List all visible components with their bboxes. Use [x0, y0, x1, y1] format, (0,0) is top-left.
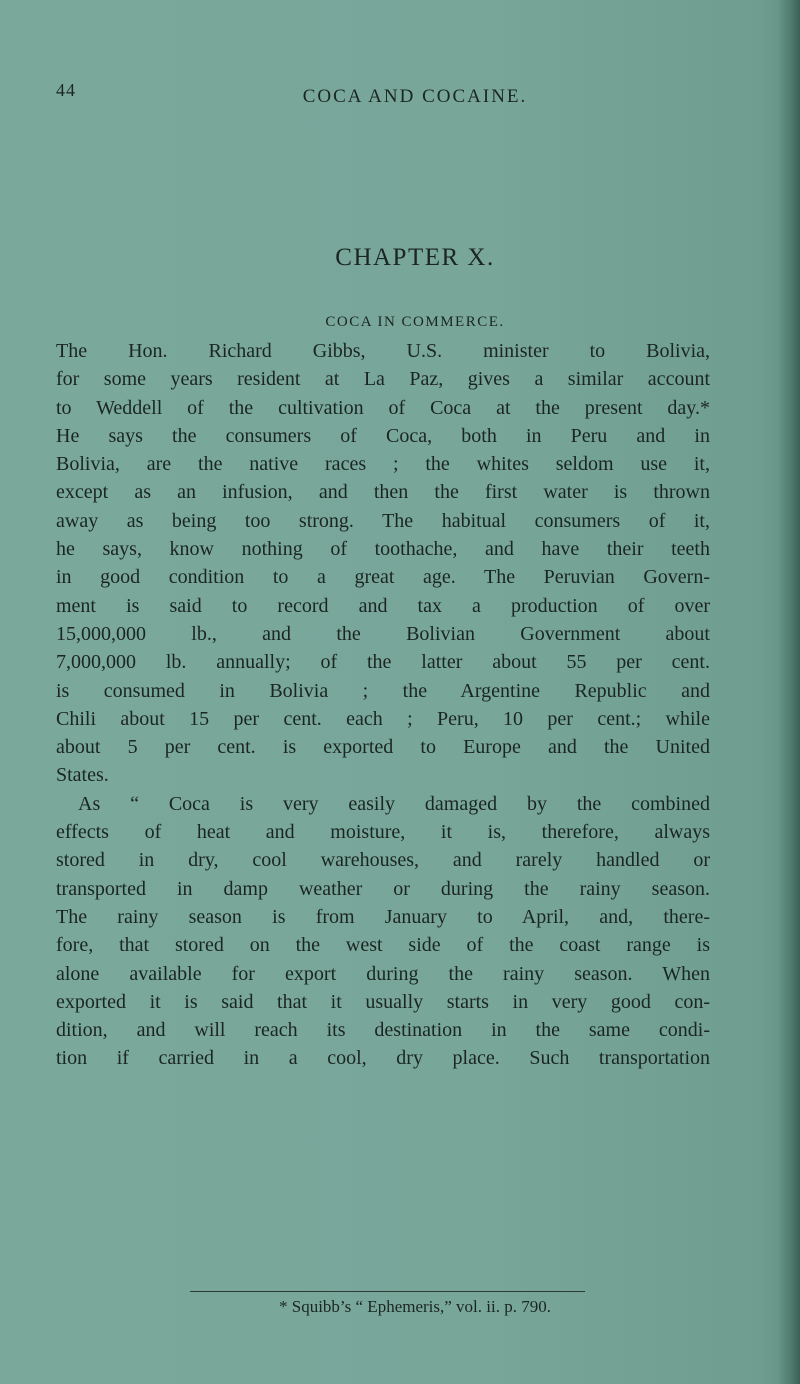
text-line: except as an infusion, and then the first water is thrown	[56, 481, 710, 504]
text-line: in good condition to a great age. The Peruvian Govern-	[56, 566, 710, 589]
text-line: As “ Coca is very easily damaged by the combined	[78, 792, 710, 815]
page-edge-shadow	[778, 0, 800, 1384]
chapter-title: CHAPTER X.	[335, 244, 495, 271]
text-line: dition, and will reach its destination in the same condi-	[56, 1019, 710, 1042]
footnote: * Squibb’s “ Ephemeris,” vol. ii. p. 790.	[279, 1297, 551, 1316]
running-head: COCA AND COCAINE.	[302, 86, 528, 107]
text-line: 15,000,000 lb., and the Bolivian Government about	[56, 622, 710, 645]
text-line: tion if carried in a cool, dry place. Such transportation	[56, 1047, 710, 1070]
text-line: States.	[56, 764, 109, 787]
text-line: Bolivia, are the native races ; the whites seldom use it,	[56, 453, 710, 476]
text-line: he says, know nothing of toothache, and have their teeth	[56, 538, 710, 561]
text-line: effects of heat and moisture, it is, therefore, always	[56, 821, 710, 844]
text-line: for some years resident at La Paz, gives a similar account	[56, 368, 710, 391]
text-line: The rainy season is from January to April, and, there-	[56, 905, 710, 928]
text-line: ment is said to record and tax a production of over	[56, 594, 710, 617]
text-line: stored in dry, cool warehouses, and rarely handled or	[56, 849, 710, 872]
text-line: away as being too strong. The habitual consumers of it,	[56, 509, 710, 532]
text-line: The Hon. Richard Gibbs, U.S. minister to Bolivia,	[56, 340, 710, 362]
text-line: about 5 per cent. is exported to Europe and the United	[56, 736, 710, 759]
text-line: Chili about 15 per cent. each ; Peru, 10 per cent.; while	[56, 707, 710, 730]
text-line: He says the consumers of Coca, both in Peru and in	[56, 424, 710, 447]
footnote-rule	[190, 1291, 585, 1292]
text-line: is consumed in Bolivia ; the Argentine Republic and	[56, 679, 710, 702]
text-line: transported in damp weather or during the rainy season.	[56, 877, 710, 900]
text-line: to Weddell of the cultivation of Coca at the present day.*	[56, 396, 710, 419]
section-title: COCA IN COMMERCE.	[325, 314, 505, 330]
page-number: 44	[56, 80, 76, 100]
text-line: exported it is said that it usually starts in very good con-	[56, 990, 710, 1013]
body-text	[56, 337, 710, 1073]
text-line: fore, that stored on the west side of the coast range is	[56, 934, 710, 957]
text-line: 7,000,000 lb. annually; of the latter about 55 per cent.	[56, 651, 710, 674]
text-line: alone available for export during the rainy season. When	[56, 962, 710, 985]
